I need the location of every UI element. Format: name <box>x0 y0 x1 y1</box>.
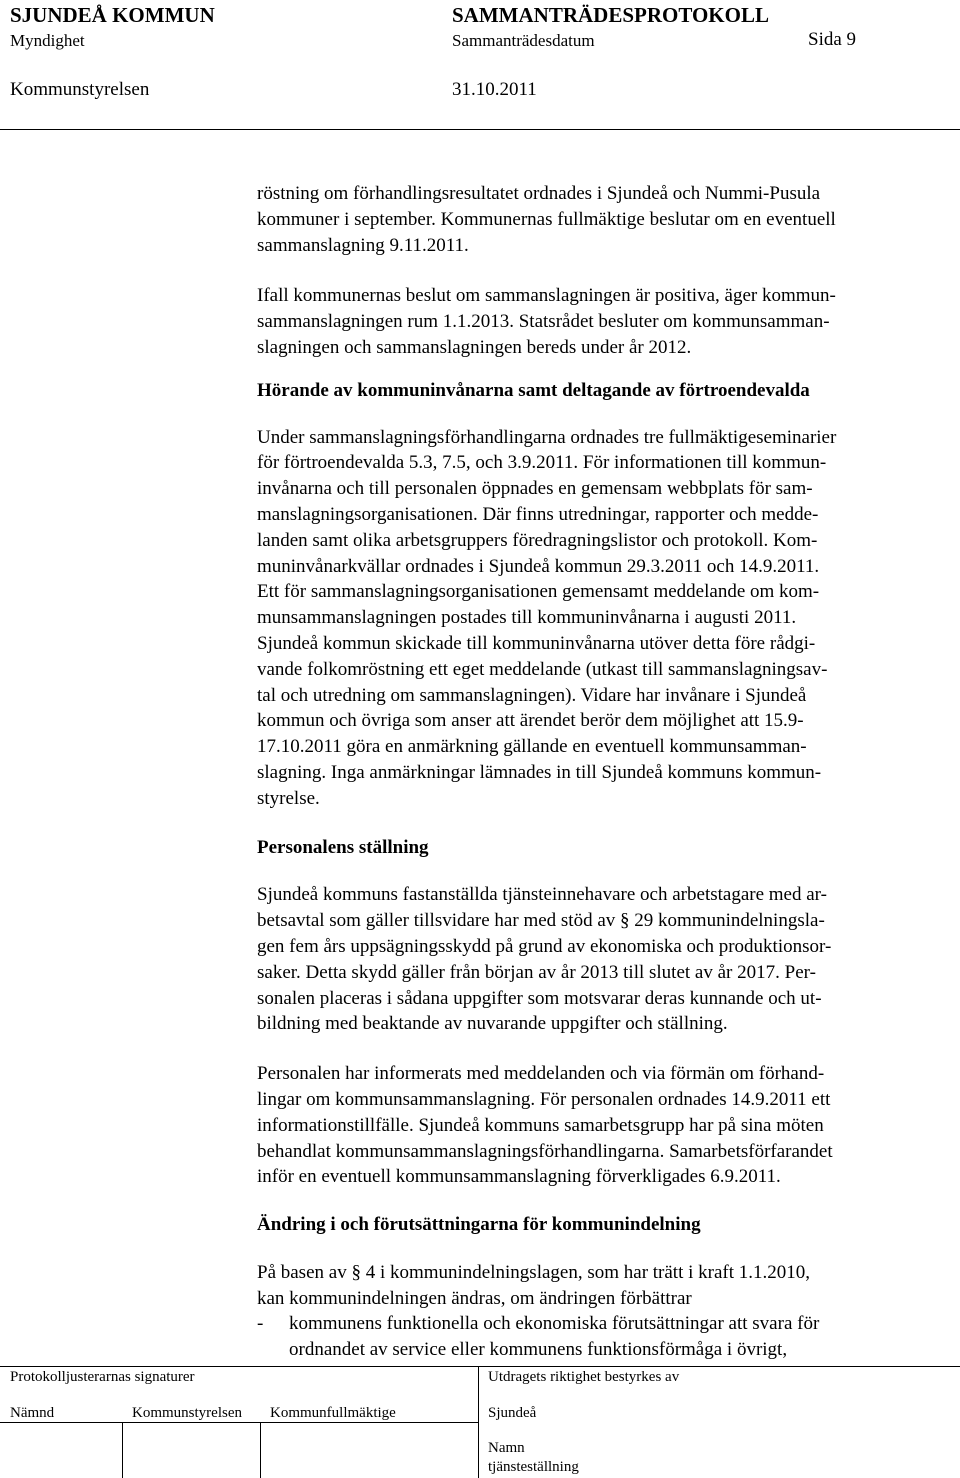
paragraph-5 <box>257 1061 953 1190</box>
paragraph-6 <box>257 1260 953 1312</box>
heading-municipal-division: Ändring i och förutsättningarna för kommunindelning <box>257 1214 701 1236</box>
header-divider <box>0 129 960 130</box>
line: kan kommunindelningen ändras, om ändringen förbättrar <box>257 1287 692 1309</box>
line: betsavtal som gäller tillsvidare har med stöd av § 29 kommunindelningsla- <box>257 910 825 932</box>
line: behandlat kommunsammanslagningsförhandlingarna. Samarbetsförfarandet <box>257 1140 833 1162</box>
footer-divider <box>478 1366 479 1478</box>
line: för förtroendevalda 5.3, 7.5, och 3.9.2011. För informationen till kommun- <box>257 452 827 474</box>
paragraph-3 <box>257 425 953 812</box>
line: sammanslagning 9.11.2011. <box>257 234 469 256</box>
line: inför en eventuell kommunsammanslagning förverkligades 6.9.2011. <box>257 1166 781 1188</box>
paragraph-4 <box>257 882 953 1037</box>
line: kommuner i september. Kommunernas fullmäktige beslutar om en eventuell <box>257 208 836 230</box>
line: gen fem års uppsägningsskydd på grund av ekonomiska och produktionsor- <box>257 935 832 957</box>
line: muninvånarkvällar ordnades i Sjundeå kommun 29.3.2011 och 14.9.2011. <box>257 555 820 577</box>
line: sammanslagningen rum 1.1.2013. Statsrådet besluter om kommunsamman- <box>257 311 830 333</box>
authority-name: Kommunstyrelsen <box>10 79 150 100</box>
list-item <box>257 1311 953 1363</box>
line: sonalen placeras i sådana uppgifter som motsvarar deras kunnande och ut- <box>257 987 822 1009</box>
line: Sjundeå kommuns fastanställda tjänsteinnehavare och arbetstagare med ar- <box>257 884 827 906</box>
certified-label: Utdragets riktighet bestyrkes av <box>488 1369 680 1385</box>
namn-label: Namn <box>488 1440 525 1456</box>
line: Ett för sammanslagningsorganisationen gemensamt meddelande om kom- <box>257 581 820 603</box>
line: kommun och övriga som anser att ärendet berör dem möjlighet att 15.9- <box>257 710 804 732</box>
line: landen samt olika arbetsgruppers föredragningslistor och protokoll. Kom- <box>257 529 818 551</box>
municipality-name: SJUNDEÅ KOMMUN <box>10 3 215 27</box>
line: styrelse. <box>257 787 320 809</box>
line: 17.10.2011 göra en anmärkning gällande en eventuell kommunsamman- <box>257 736 807 758</box>
document-type: SAMMANTRÄDESPROTOKOLL <box>452 3 769 27</box>
page-number: Sida 9 <box>808 29 857 50</box>
line: röstning om förhandlingsresultatet ordnades i Sjundeå och Nummi-Pusula <box>257 183 821 204</box>
list-dash: - <box>257 1313 264 1335</box>
paragraph-2 <box>257 283 953 360</box>
authority-label: Myndighet <box>10 31 85 50</box>
heading-hearing: Hörande av kommuninvånarna samt deltagande av förtroendevalda <box>257 379 810 401</box>
meeting-date-label: Sammanträdesdatum <box>452 31 595 50</box>
namnd-label: Nämnd <box>10 1405 55 1421</box>
line: Personalen har informerats med meddelanden och via förmän om förhand- <box>257 1063 825 1085</box>
line: saker. Detta skydd gäller från början av år 2013 till slutet av år 2017. Per- <box>257 961 816 983</box>
kommunfullmaktige-label: Kommunfullmäktige <box>270 1405 396 1421</box>
signatures-label: Protokolljusterarnas signaturer <box>10 1369 195 1385</box>
line: slagningen och sammanslagningen bereds under år 2012. <box>257 336 692 358</box>
footer-top-rule <box>0 1366 960 1367</box>
line: manslagningsorganisationen. Där finns utredningar, rapporter och medde- <box>257 503 819 525</box>
paragraph-1 <box>257 181 953 258</box>
line: ordnandet av service eller kommunens funktionsförmåga i övrigt, <box>289 1339 788 1361</box>
line: tal och utredning om sammanslagningen). Vidare har invånare i Sjundeå <box>257 684 807 706</box>
footer-cell-divider-1 <box>122 1422 123 1478</box>
kommunstyrelsen-label: Kommunstyrelsen <box>132 1405 242 1421</box>
line: bildning med beaktande av nuvarande uppgifter och ställning. <box>257 1013 728 1035</box>
line: Sjundeå kommun skickade till kommuninvånarna utöver detta före rådgi- <box>257 632 816 654</box>
line: munsammanslagningen postades till kommuninvånarna i augusti 2011. <box>257 607 797 629</box>
line: slagning. Inga anmärkningar lämnades in till Sjundeå kommuns kommun- <box>257 761 822 783</box>
sjundea-label: Sjundeå <box>488 1405 537 1421</box>
line: vande folkomröstning ett eget meddelande (utkast till sammanslagningsav- <box>257 658 828 680</box>
line: Under sammanslagningsförhandlingarna ordnades tre fullmäktigeseminarier <box>257 426 837 448</box>
line: På basen av § 4 i kommunindelningslagen, som har trätt i kraft 1.1.2010, <box>257 1261 811 1283</box>
footer-cell-divider-2 <box>260 1422 261 1478</box>
footer-left-rule <box>0 1422 478 1423</box>
line: lingar om kommunsammanslagning. För personalen ordnades 14.9.2011 ett <box>257 1088 831 1110</box>
line: kommunens funktionella och ekonomiska förutsättningar att svara för <box>289 1313 820 1335</box>
line: informationstillfälle. Sjundeå kommuns samarbetsgrupp har på sina möten <box>257 1114 824 1136</box>
line: invånarna och till personalen öppnades en gemensam webbplats för sam- <box>257 478 813 500</box>
line: Ifall kommunernas beslut om sammanslagningen är positiva, äger kommun- <box>257 285 836 307</box>
tjanstestallning-label: tjänsteställning <box>488 1459 579 1475</box>
document-body <box>257 181 953 1363</box>
meeting-date: 31.10.2011 <box>452 79 537 100</box>
heading-personnel: Personalens ställning <box>257 836 429 858</box>
